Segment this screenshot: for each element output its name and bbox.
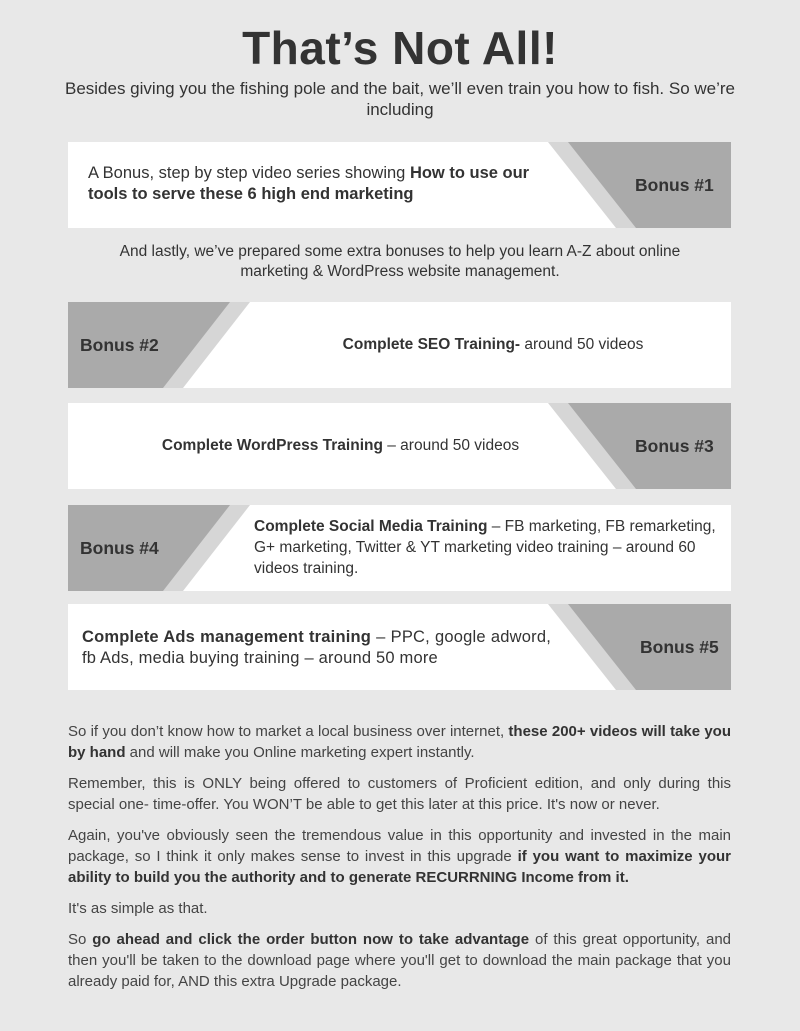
bonus-4-text-post: – FB marketing, FB remarketing, G+ marketing, Twitter & YT marketing video training – around 60 videos training.	[254, 518, 716, 577]
bonus-2-tag: Bonus #2	[80, 335, 159, 355]
bonus-2-text-bold: Complete SEO Training-	[342, 336, 521, 353]
closing-paragraph-5-pre: So	[68, 931, 93, 948]
bonus-4-text-bold: Complete Social Media Training	[254, 518, 488, 535]
bonus-3-tag: Bonus #3	[635, 436, 714, 456]
closing-paragraph-5	[68, 929, 731, 992]
closing-paragraph-1	[68, 721, 731, 763]
closing-paragraph-1-pre: So if you don’t know how to market a local business over internet,	[68, 723, 509, 740]
bonus-band-1	[68, 142, 731, 228]
bonus-1-text-pre: A Bonus, step by step video series showing	[88, 164, 410, 182]
closing-paragraph-2-pre: Remember, this is ONLY being offered to customers of Proficient edition, and only during this special one- time-offer. You WON’T be able to get this later at this price. It's now or never.	[68, 775, 731, 813]
bonus-4-text	[254, 516, 720, 579]
bonus-band-3	[68, 403, 731, 489]
bonus-5-tag: Bonus #5	[640, 637, 719, 657]
bonus-3-text-post: – around 50 videos	[382, 437, 520, 454]
bonus-3-text-bold: Complete WordPress Training	[161, 437, 383, 454]
page-title: That’s Not All!	[242, 22, 558, 74]
bonus-5-text-bold: Complete Ads management training	[82, 628, 372, 646]
bonus-3-text	[88, 435, 593, 456]
bonus-band-2	[68, 302, 731, 388]
closing-copy	[68, 721, 731, 1002]
closing-paragraph-3-bold: if you want to maximize your ability to build you the authority and to generate RECURRNING Income from it.	[68, 848, 731, 886]
closing-paragraph-2	[68, 773, 731, 815]
bonus-5-text-post: – PPC, google adword, fb Ads, media buying training – around 50 more	[82, 628, 551, 667]
closing-paragraph-4	[68, 898, 731, 919]
bonus-2-text	[268, 334, 718, 355]
closing-paragraph-1-bold: these 200+ videos will take you by hand	[68, 723, 731, 761]
closing-paragraph-1-post: and will make you Online marketing expert instantly.	[125, 744, 475, 761]
closing-paragraph-4-pre: It's as simple as that.	[68, 900, 208, 917]
bonus-4-tag: Bonus #4	[80, 538, 159, 558]
closing-paragraph-3-pre: Again, you've obviously seen the tremendous value in this opportunity and invested in the main package, so I think it only makes sense to invest in this upgrade	[68, 827, 731, 865]
extra-bonuses-note: And lastly, we’ve prepared some extra bonuses to help you learn A-Z about online marketing & WordPress website management.	[119, 243, 681, 280]
closing-paragraph-5-bold: go ahead and click the order button now to take advantage	[92, 931, 530, 948]
page-subtitle: Besides giving you the fishing pole and the bait, we’ll even train you how to fish. So we’re including	[64, 79, 735, 119]
closing-paragraph-3	[68, 825, 731, 888]
bonus-5-text	[82, 627, 551, 669]
bonus-1-text-bold: How to use our tools to serve these 6 high end marketing	[88, 164, 530, 203]
bonus-band-4	[68, 505, 731, 591]
bonus-band-5	[68, 604, 731, 690]
bonus-1-text	[88, 163, 538, 205]
bonus-2-text-post: around 50 videos	[520, 336, 644, 353]
closing-paragraph-5-post: of this great opportunity, and then you'll be taken to the download page where you'll get to download the main package that you already paid for, AND this extra Upgrade package.	[68, 931, 732, 990]
bonus-1-tag: Bonus #1	[635, 175, 714, 195]
